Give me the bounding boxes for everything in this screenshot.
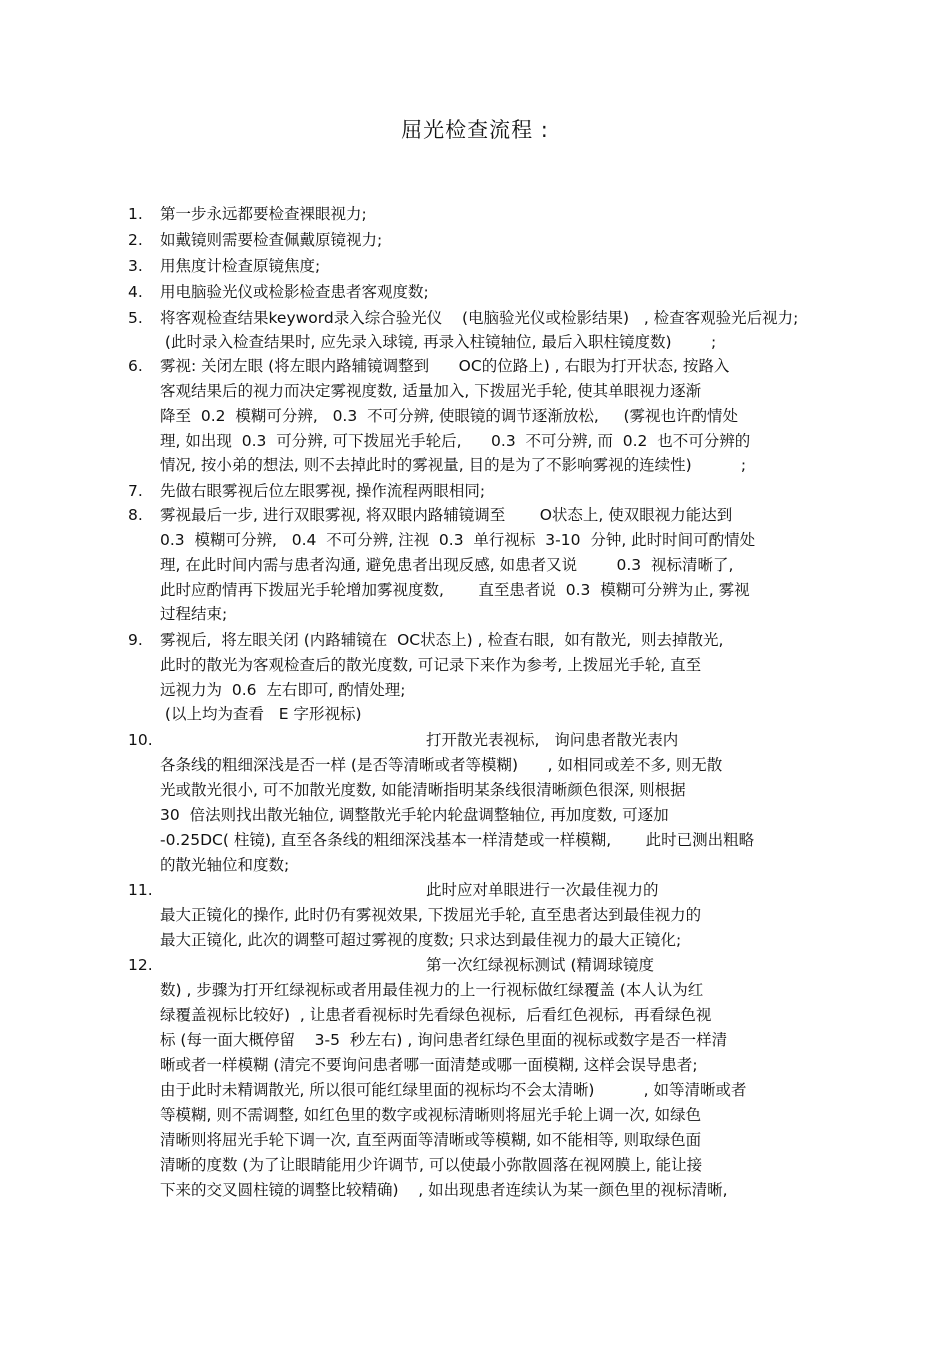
list-item-text-line: 先做右眼雾视后位左眼雾视, 操作流程两眼相同; bbox=[160, 482, 486, 500]
list-item-text-line: 各条线的粗细深浅是否一样 (是否等清晰或者等模糊) , 如相同或差不多, 则无散 bbox=[160, 756, 723, 774]
list-item-text-line: 理, 如出现 0.3 可分辨, 可下拨屈光手轮后, 0.3 不可分辨, 而 0.2 也不可分辨的 bbox=[160, 432, 751, 450]
list-item-text-line: 雾视: 关闭左眼 (将左眼内路辅镜调整到 OC的位路上) , 右眼为打开状态, 按路入 bbox=[160, 357, 730, 375]
list-item-number: 2. bbox=[128, 231, 143, 249]
list-item-text-line: 第一次红绿视标测试 (精调球镜度 bbox=[160, 956, 655, 974]
list-item-text-line: 雾视最后一步, 进行双眼雾视, 将双眼内路辅镜调至 O状态上, 使双眼视力能达到 bbox=[160, 506, 733, 524]
list-item-text-line: 此时的散光为客观检查后的散光度数, 可记录下来作为参考, 上拨屈光手轮, 直至 bbox=[160, 656, 702, 674]
list-item-text-line: 用电脑验光仪或检影检查患者客观度数; bbox=[160, 283, 429, 301]
list-item-text-line: 绿覆盖视标比较好) , 让患者看视标时先看绿色视标, 后看红色视标, 再看绿色视 bbox=[160, 1006, 712, 1024]
list-item-text-line: 清晰则将屈光手轮下调一次, 直至两面等清晰或等模糊, 如不能相等, 则取绿色面 bbox=[160, 1131, 702, 1149]
list-item-number: 4. bbox=[128, 283, 143, 301]
list-item-text-line: 的散光轴位和度数; bbox=[160, 856, 290, 874]
list-item-text-line: 晰或者一样模糊 (清完不要询问患者哪一面清楚或哪一面模糊, 这样会误导患者; bbox=[160, 1056, 698, 1074]
list-item-text-line: 理, 在此时间内需与患者沟通, 避免患者出现反感, 如患者又说 0.3 视标清晰了, bbox=[160, 556, 734, 574]
list-item-text-line: (此时录入检查结果时, 应先录入球镜, 再录入柱镜轴位, 最后入职柱镜度数) ; bbox=[160, 333, 717, 351]
list-item-text-line: 30 倍法则找出散光轴位, 调整散光手轮内轮盘调整轴位, 再加度数, 可逐加 bbox=[160, 806, 669, 824]
list-item-text-line: 打开散光表视标, 询问患者散光表内 bbox=[160, 731, 679, 749]
list-item-number: 6. bbox=[128, 357, 143, 375]
list-item-text-line: (以上均为查看 E 字形视标) bbox=[160, 705, 362, 723]
list-item-text-line: 标 (每一面大概停留 3-5 秒左右) , 询问患者红绿色里面的视标或数字是否一样清 bbox=[160, 1031, 728, 1049]
list-item-text-line: 如戴镜则需要检查佩戴原镜视力; bbox=[160, 231, 383, 249]
list-item-text-line: 等模糊, 则不需调整, 如红色里的数字或视标清晰则将屈光手轮上调一次, 如绿色 bbox=[160, 1106, 702, 1124]
list-item-number: 11. bbox=[128, 881, 153, 899]
list-item-number: 5. bbox=[128, 309, 143, 327]
list-item-text-line: 清晰的度数 (为了让眼睛能用少许调节, 可以使最小弥散圆落在视网膜上, 能让接 bbox=[160, 1156, 703, 1174]
list-item-text-line: 情况, 按小弟的想法, 则不去掉此时的雾视量, 目的是为了不影响雾视的连续性) ; bbox=[160, 456, 747, 474]
list-item-text-line: 光或散光很小, 可不加散光度数, 如能清晰指明某条线很清晰颜色很深, 则根据 bbox=[160, 781, 686, 799]
list-item-text-line: 数) , 步骤为打开红绿视标或者用最佳视力的上一行视标做红绿覆盖 (本人认为红 bbox=[160, 981, 704, 999]
list-item-number: 3. bbox=[128, 257, 143, 275]
list-item-text-line: 过程结束; bbox=[160, 605, 228, 623]
list-item-number: 7. bbox=[128, 482, 143, 500]
list-item-text-line: 最大正镜化的操作, 此时仍有雾视效果, 下拨屈光手轮, 直至患者达到最佳视力的 bbox=[160, 906, 702, 924]
list-item-number: 8. bbox=[128, 506, 143, 524]
list-item-number: 10. bbox=[128, 731, 153, 749]
list-item-text-line: 此时应酌情再下拨屈光手轮增加雾视度数, 直至患者说 0.3 模糊可分辨为止, 雾视 bbox=[160, 581, 750, 599]
list-item-text-line: 0.3 模糊可分辨, 0.4 不可分辨, 注视 0.3 单行视标 3-10 分钟, 此时时间可酌情处 bbox=[160, 531, 756, 549]
list-item-text-line: 客观结果后的视力而决定雾视度数, 适量加入, 下拨屈光手轮, 使其单眼视力逐渐 bbox=[160, 382, 702, 400]
page-title: 屈光检查流程 : bbox=[401, 118, 549, 142]
list-item-text-line: 雾视后, 将左眼关闭 (内路辅镜在 OC状态上) , 检查右眼, 如有散光, 则去掉散光, bbox=[160, 631, 724, 649]
list-item-text-line: 最大正镜化, 此次的调整可超过雾视的度数; 只求达到最佳视力的最大正镜化; bbox=[160, 931, 682, 949]
list-item-text-line: 用焦度计检查原镜焦度; bbox=[160, 257, 321, 275]
list-item-text-line: 降至 0.2 模糊可分辨, 0.3 不可分辨, 使眼镜的调节逐渐放松, (雾视也许酌情处 bbox=[160, 407, 739, 425]
list-item-text-line: 远视力为 0.6 左右即可, 酌情处理; bbox=[160, 681, 406, 699]
list-item-number: 9. bbox=[128, 631, 143, 649]
list-item-text-line: 第一步永远都要检查裸眼视力; bbox=[160, 205, 367, 223]
list-item-text-line: 此时应对单眼进行一次最佳视力的 bbox=[160, 881, 659, 899]
list-item-text-line: -0.25DC( 柱镜), 直至各条线的粗细深浅基本一样清楚或一样模糊, 此时已测出粗略 bbox=[160, 831, 755, 849]
list-item-text-line: 由于此时未精调散光, 所以很可能红绿里面的视标均不会太清晰) , 如等清晰或者 bbox=[160, 1081, 747, 1099]
list-item-number: 1. bbox=[128, 205, 143, 223]
list-item-text-line: 下来的交叉圆柱镜的调整比较精确) , 如出现患者连续认为某一颜色里的视标清晰, bbox=[160, 1181, 728, 1199]
list-item-text-line: 将客观检查结果keyword录入综合验光仪 (电脑验光仪或检影结果) , 检查客观验光后视力; bbox=[160, 309, 799, 327]
list-item-number: 12. bbox=[128, 956, 153, 974]
